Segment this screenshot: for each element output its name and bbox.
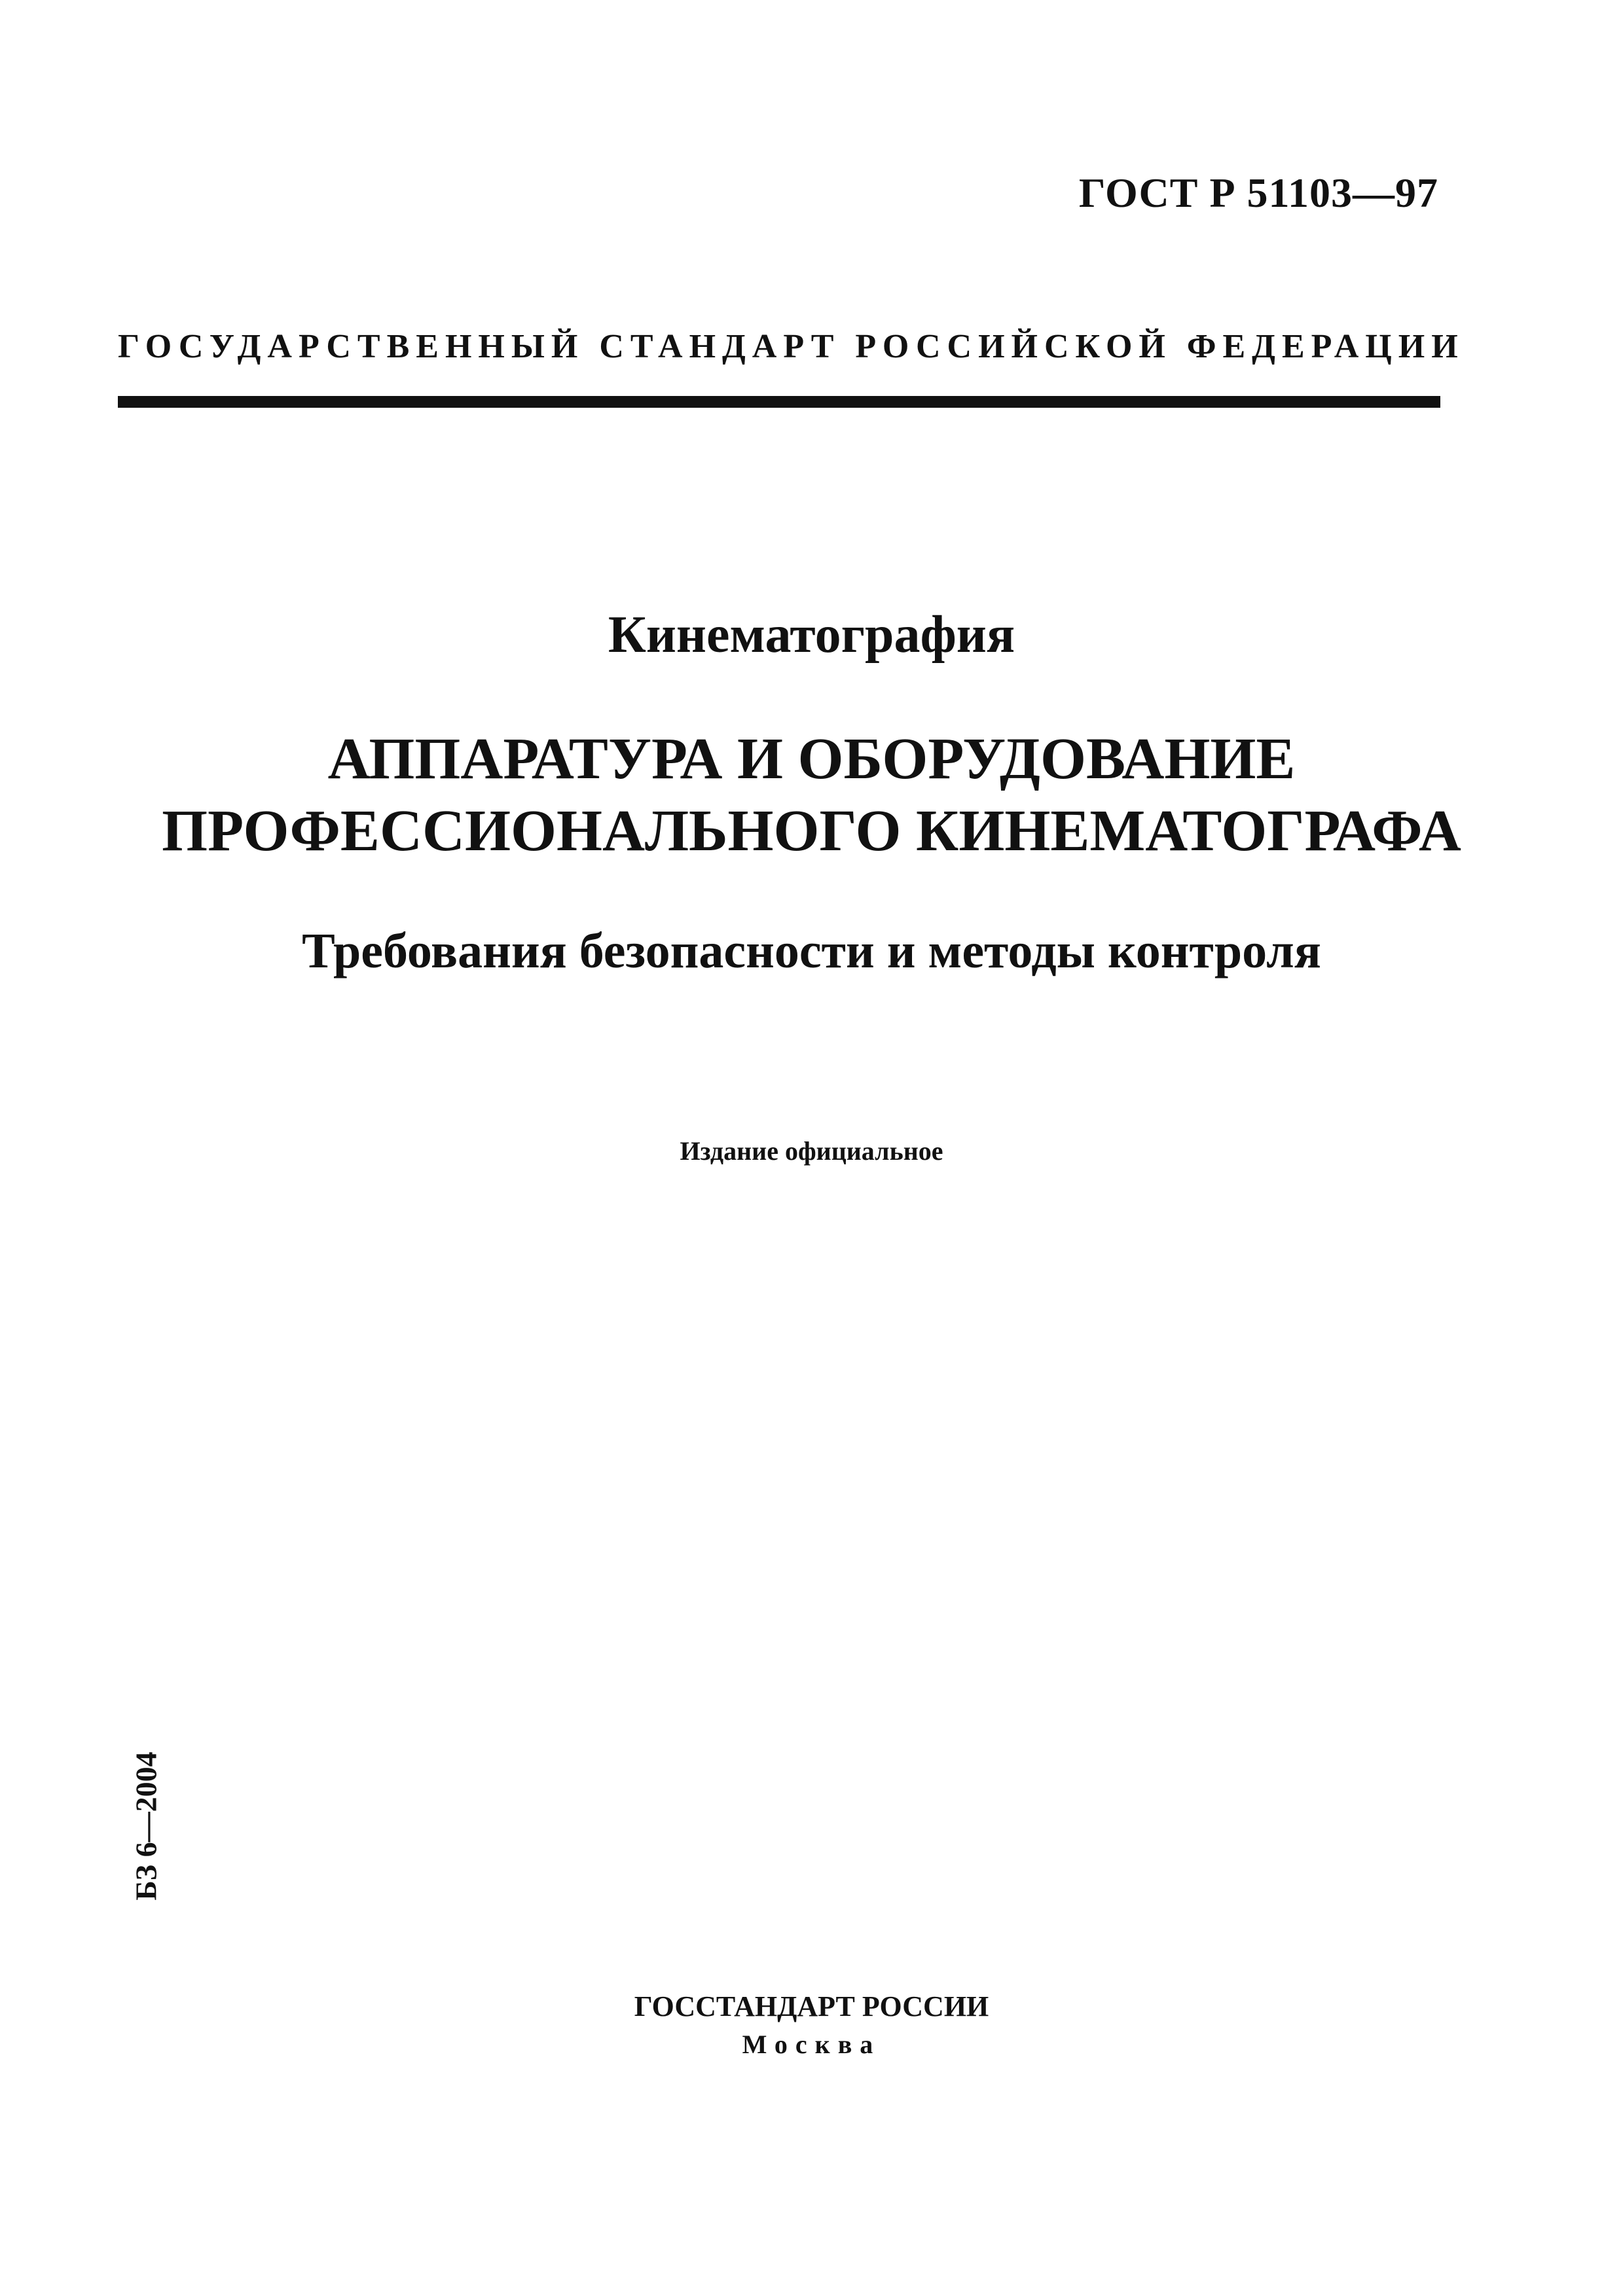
edition-note: Издание официальное [680,1136,943,1166]
publisher-city: Москва [742,2030,881,2059]
header-rule [118,396,1440,408]
document-title [0,723,1623,867]
side-code: БЗ 6—2004 [129,1751,163,1901]
title-line-1: АППАРАТУРА И ОБОРУДОВАНИЕ [327,726,1296,791]
standard-header: ГОСУДАРСТВЕННЫЙ СТАНДАРТ РОССИЙСКОЙ ФЕДЕРАЦИИ [118,328,1465,365]
document-subtitle: Требования безопасности и методы контроля [302,924,1321,978]
publisher-name: ГОССТАНДАРТ РОССИИ [634,1990,989,2022]
title-line-2: ПРОФЕССИОНАЛЬНОГО КИНЕМАТОГРАФА [162,798,1461,863]
standard-number: ГОСТ Р 51103—97 [1078,170,1438,216]
series-title: Кинематография [608,606,1015,664]
